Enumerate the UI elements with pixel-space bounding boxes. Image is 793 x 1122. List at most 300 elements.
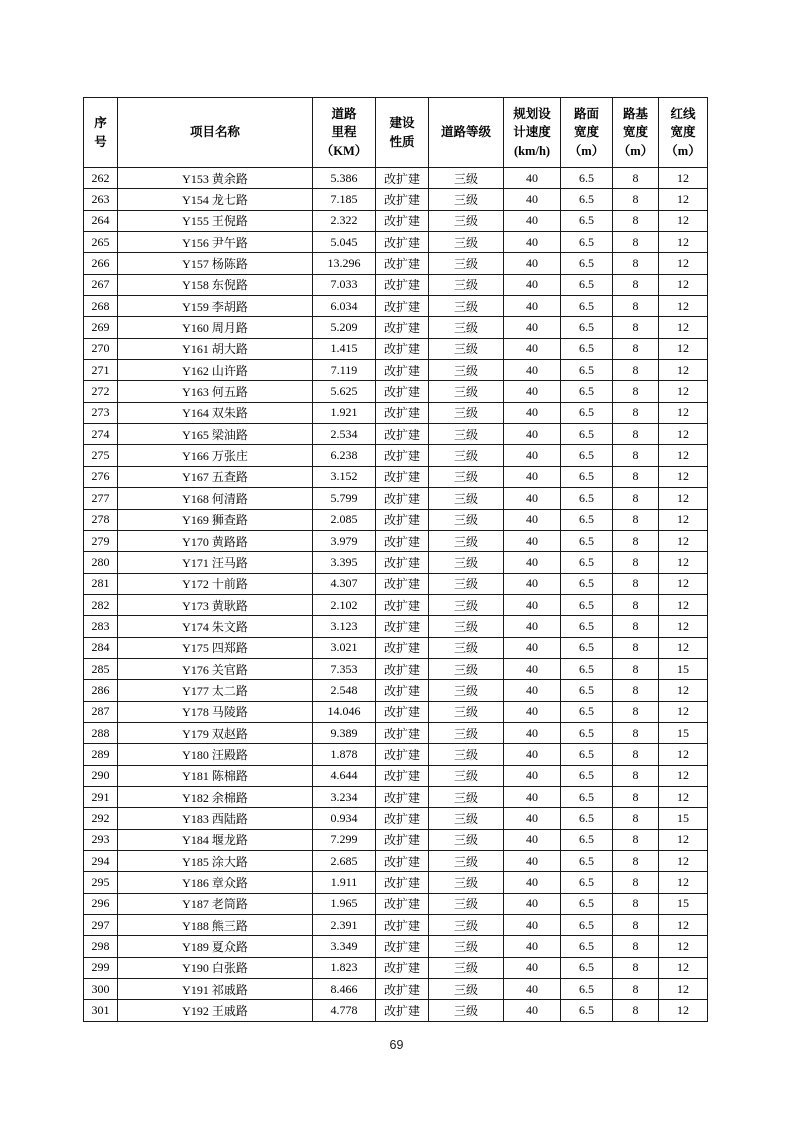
table-cell: 8 [613,360,659,381]
table-cell: 263 [84,189,118,210]
table-cell: 6.5 [561,360,613,381]
table-cell: 8 [613,936,659,957]
table-cell: 改扩建 [376,594,429,615]
table-cell: 40 [504,594,561,615]
table-row [84,402,708,423]
table-cell: 三级 [429,210,504,231]
table-cell: Y179 双赵路 [118,722,313,743]
table-cell: 3.395 [313,552,376,573]
table-cell: 8 [613,765,659,786]
table-cell: 8.466 [313,979,376,1000]
table-cell: 7.299 [313,829,376,850]
table-cell: 6.5 [561,296,613,317]
table-cell: 三级 [429,979,504,1000]
table-cell: 283 [84,616,118,637]
table-row [84,552,708,573]
table-row [84,530,708,551]
table-cell: 三级 [429,616,504,637]
table-cell: 8 [613,915,659,936]
table-cell: 40 [504,210,561,231]
table-cell: 改扩建 [376,232,429,253]
table-cell: 15 [659,808,708,829]
table-cell: 改扩建 [376,808,429,829]
table-cell: 14.046 [313,701,376,722]
table-cell: 改扩建 [376,765,429,786]
table-cell: 8 [613,637,659,658]
table-cell: Y162 山许路 [118,360,313,381]
table-cell: 7.353 [313,658,376,679]
table-row [84,210,708,231]
table-cell: 40 [504,637,561,658]
table-cell: 三级 [429,360,504,381]
table-cell: 三级 [429,424,504,445]
table-row [84,616,708,637]
table-cell: 12 [659,338,708,359]
table-cell: 6.5 [561,466,613,487]
column-header-7: 路基 宽度 （m） [613,98,659,168]
table-cell: 改扩建 [376,786,429,807]
page-number: 69 [389,1038,404,1052]
table-cell: 6.5 [561,936,613,957]
table-cell: 40 [504,786,561,807]
table-cell: 275 [84,445,118,466]
table-cell: 三级 [429,936,504,957]
table-cell: 280 [84,552,118,573]
table-cell: 6.5 [561,317,613,338]
table-row [84,274,708,295]
table-cell: 8 [613,872,659,893]
table-cell: 40 [504,445,561,466]
table-cell: 6.5 [561,274,613,295]
table-cell: 1.911 [313,872,376,893]
table-cell: 12 [659,765,708,786]
table-cell: 12 [659,680,708,701]
table-row [84,851,708,872]
table-cell: 6.5 [561,915,613,936]
table-row [84,317,708,338]
table-row [84,253,708,274]
table-cell: 276 [84,466,118,487]
table-cell: 12 [659,381,708,402]
table-cell: 298 [84,936,118,957]
table-cell: Y176 关官路 [118,658,313,679]
table-cell: 12 [659,168,708,189]
table-cell: 264 [84,210,118,231]
table-row [84,573,708,594]
table-cell: 277 [84,488,118,509]
table-cell: 299 [84,957,118,978]
table-cell: 40 [504,274,561,295]
table-cell: 6.5 [561,808,613,829]
table-cell: 6.5 [561,488,613,509]
table-cell: 8 [613,658,659,679]
table-cell: 3.979 [313,530,376,551]
table-cell: 8 [613,338,659,359]
table-cell: 改扩建 [376,253,429,274]
table-cell: 改扩建 [376,509,429,530]
table-cell: 291 [84,786,118,807]
table-cell: Y153 黄余路 [118,168,313,189]
table-cell: 8 [613,1000,659,1021]
table-row [84,786,708,807]
table-cell: 3.152 [313,466,376,487]
table-cell: 三级 [429,530,504,551]
table-cell: 6.5 [561,168,613,189]
table-cell: Y185 涂大路 [118,851,313,872]
table-cell: Y158 东倪路 [118,274,313,295]
table-cell: 292 [84,808,118,829]
table-cell: 改扩建 [376,381,429,402]
column-header-4: 道路等级 [429,98,504,168]
table-row [84,488,708,509]
table-cell: 12 [659,744,708,765]
table-cell: 4.307 [313,573,376,594]
table-cell: 8 [613,594,659,615]
table-cell: 1.965 [313,893,376,914]
table-cell: 40 [504,360,561,381]
table-cell: Y160 周月路 [118,317,313,338]
table-cell: 2.391 [313,915,376,936]
table-cell: 12 [659,594,708,615]
table-cell: 268 [84,296,118,317]
table-cell: 三级 [429,915,504,936]
table-cell: 改扩建 [376,680,429,701]
column-header-0: 序 号 [84,98,118,168]
table-cell: 改扩建 [376,189,429,210]
table-cell: 三级 [429,466,504,487]
table-cell: 改扩建 [376,424,429,445]
table-cell: 6.5 [561,1000,613,1021]
table-cell: 12 [659,274,708,295]
table-cell: 6.5 [561,765,613,786]
table-cell: 改扩建 [376,893,429,914]
table-cell: Y161 胡大路 [118,338,313,359]
table-cell: 7.185 [313,189,376,210]
table-cell: 6.5 [561,851,613,872]
table-cell: 1.921 [313,402,376,423]
table-cell: 改扩建 [376,168,429,189]
table-row [84,338,708,359]
table-cell: 12 [659,445,708,466]
table-cell: 6.5 [561,829,613,850]
table-cell: Y180 汪殿路 [118,744,313,765]
table-cell: 12 [659,573,708,594]
table-cell: 3.021 [313,637,376,658]
table-cell: 6.238 [313,445,376,466]
table-cell: 40 [504,851,561,872]
table-cell: 三级 [429,253,504,274]
table-cell: 40 [504,317,561,338]
table-cell: 6.5 [561,701,613,722]
table-cell: 40 [504,829,561,850]
table-cell: 12 [659,402,708,423]
table-cell: 改扩建 [376,573,429,594]
table-cell: 295 [84,872,118,893]
table-cell: 267 [84,274,118,295]
table-cell: 1.878 [313,744,376,765]
table-cell: 8 [613,744,659,765]
table-cell: 8 [613,317,659,338]
table-row [84,232,708,253]
table-cell: 6.5 [561,573,613,594]
table-cell: Y181 陈棉路 [118,765,313,786]
table-cell: 12 [659,979,708,1000]
table-cell: 改扩建 [376,360,429,381]
table-row [84,466,708,487]
table-cell: 改扩建 [376,829,429,850]
table-cell: 40 [504,701,561,722]
table-cell: 8 [613,189,659,210]
table-cell: 改扩建 [376,317,429,338]
table-cell: 6.5 [561,189,613,210]
table-cell: Y186 章众路 [118,872,313,893]
table-cell: 8 [613,808,659,829]
table-cell: 40 [504,232,561,253]
column-header-3: 建设 性质 [376,98,429,168]
table-cell: 12 [659,872,708,893]
table-row [84,296,708,317]
table-cell: 8 [613,296,659,317]
table-cell: 三级 [429,851,504,872]
table-cell: 262 [84,168,118,189]
table-cell: 改扩建 [376,274,429,295]
table-cell: 8 [613,402,659,423]
table-cell: 三级 [429,232,504,253]
table-cell: 6.5 [561,530,613,551]
table-cell: 12 [659,253,708,274]
table-cell: 4.778 [313,1000,376,1021]
table-cell: Y168 何清路 [118,488,313,509]
table-cell: 270 [84,338,118,359]
table-cell: 改扩建 [376,701,429,722]
table-cell: 6.5 [561,979,613,1000]
table-cell: 40 [504,872,561,893]
table-cell: 改扩建 [376,722,429,743]
table-cell: 三级 [429,829,504,850]
table-cell: 三级 [429,338,504,359]
table-cell: 改扩建 [376,338,429,359]
table-cell: 40 [504,658,561,679]
table-cell: Y155 王倪路 [118,210,313,231]
table-cell: 5.799 [313,488,376,509]
table-cell: 12 [659,957,708,978]
table-cell: 8 [613,786,659,807]
table-cell: 三级 [429,637,504,658]
table-cell: 281 [84,573,118,594]
table-cell: 271 [84,360,118,381]
table-cell: 12 [659,851,708,872]
table-cell: 12 [659,829,708,850]
table-row [84,915,708,936]
table-cell: 改扩建 [376,552,429,573]
table-cell: 三级 [429,509,504,530]
table-cell: 8 [613,616,659,637]
table-cell: 40 [504,616,561,637]
table-cell: 40 [504,744,561,765]
table-cell: 12 [659,210,708,231]
table-cell: 6.5 [561,893,613,914]
table-cell: Y177 太二路 [118,680,313,701]
table-cell: 273 [84,402,118,423]
column-header-2: 道路 里程 （KM） [313,98,376,168]
table-cell: 40 [504,680,561,701]
table-cell: 12 [659,915,708,936]
column-header-5: 规划设 计速度 (km/h) [504,98,561,168]
table-cell: 改扩建 [376,210,429,231]
table-cell: 三级 [429,744,504,765]
table-cell: 40 [504,808,561,829]
table-cell: 6.5 [561,658,613,679]
table-cell: 40 [504,765,561,786]
table-cell: Y156 尹午路 [118,232,313,253]
table-cell: 8 [613,381,659,402]
table-cell: Y172 十前路 [118,573,313,594]
table-cell: 6.5 [561,616,613,637]
table-cell: 12 [659,466,708,487]
table-cell: 279 [84,530,118,551]
table-cell: 三级 [429,381,504,402]
table-cell: 6.5 [561,402,613,423]
table-cell: 6.5 [561,722,613,743]
table-cell: Y171 汪马路 [118,552,313,573]
table-cell: 8 [613,573,659,594]
table-cell: Y188 熊三路 [118,915,313,936]
table-cell: Y174 朱文路 [118,616,313,637]
table-cell: 三级 [429,722,504,743]
table-cell: 294 [84,851,118,872]
table-cell: 2.085 [313,509,376,530]
table-cell: 40 [504,722,561,743]
table-cell: 4.644 [313,765,376,786]
table-cell: 三级 [429,594,504,615]
table-cell: Y170 黄路路 [118,530,313,551]
table-cell: 8 [613,210,659,231]
table-cell: 12 [659,552,708,573]
table-row [84,680,708,701]
table-row [84,1000,708,1021]
table-cell: 8 [613,232,659,253]
table-cell: 301 [84,1000,118,1021]
table-cell: 改扩建 [376,744,429,765]
table-cell: 改扩建 [376,957,429,978]
table-cell: 2.534 [313,424,376,445]
table-row [84,701,708,722]
table-cell: 8 [613,509,659,530]
table-cell: 三级 [429,786,504,807]
table-cell: 三级 [429,680,504,701]
table-row [84,445,708,466]
table-cell: 6.5 [561,680,613,701]
table-cell: 40 [504,509,561,530]
table-cell: 改扩建 [376,1000,429,1021]
table-cell: 12 [659,424,708,445]
table-cell: 40 [504,979,561,1000]
table-cell: 40 [504,253,561,274]
table-cell: 13.296 [313,253,376,274]
table-cell: 5.209 [313,317,376,338]
table-cell: 改扩建 [376,936,429,957]
table-row [84,765,708,786]
table-cell: Y190 白张路 [118,957,313,978]
table-cell: 40 [504,168,561,189]
table-cell: 40 [504,573,561,594]
table-cell: 5.386 [313,168,376,189]
table-cell: 12 [659,509,708,530]
table-cell: 12 [659,189,708,210]
table-cell: 改扩建 [376,466,429,487]
table-cell: 8 [613,680,659,701]
table-cell: 300 [84,979,118,1000]
table-cell: 改扩建 [376,445,429,466]
table-cell: 40 [504,338,561,359]
table-cell: 改扩建 [376,658,429,679]
table-cell: 12 [659,232,708,253]
table-cell: 三级 [429,445,504,466]
table-cell: 40 [504,957,561,978]
table-cell: Y159 李胡路 [118,296,313,317]
table-row [84,424,708,445]
table-cell: 269 [84,317,118,338]
table-cell: 6.5 [561,637,613,658]
table-cell: 15 [659,722,708,743]
table-cell: 改扩建 [376,488,429,509]
table-cell: 12 [659,1000,708,1021]
table-row [84,509,708,530]
table-body [84,168,708,1022]
table-cell: 40 [504,466,561,487]
table-cell: 8 [613,957,659,978]
table-cell: 改扩建 [376,872,429,893]
table-cell: 三级 [429,1000,504,1021]
table-cell: 三级 [429,296,504,317]
table-cell: 15 [659,658,708,679]
table-cell: 12 [659,296,708,317]
table-cell: 8 [613,445,659,466]
table-cell: 三级 [429,189,504,210]
table-cell: 三级 [429,274,504,295]
table-cell: 改扩建 [376,296,429,317]
table-cell: 12 [659,616,708,637]
table-cell: 2.685 [313,851,376,872]
table-cell: 288 [84,722,118,743]
table-cell: 286 [84,680,118,701]
table-cell: 296 [84,893,118,914]
table-row [84,381,708,402]
table-cell: 5.625 [313,381,376,402]
table-cell: 改扩建 [376,530,429,551]
table-cell: 40 [504,402,561,423]
table-row [84,893,708,914]
table-cell: 40 [504,893,561,914]
table-row [84,594,708,615]
table-cell: 12 [659,637,708,658]
table-cell: 284 [84,637,118,658]
table-cell: 8 [613,168,659,189]
table-cell: 8 [613,253,659,274]
table-cell: 三级 [429,808,504,829]
table-row [84,957,708,978]
table-cell: 12 [659,530,708,551]
table-cell: 改扩建 [376,637,429,658]
table-cell: Y187 老筒路 [118,893,313,914]
table-cell: 7.033 [313,274,376,295]
table-cell: 7.119 [313,360,376,381]
table-cell: 40 [504,189,561,210]
table-cell: 8 [613,424,659,445]
table-cell: 8 [613,722,659,743]
table-cell: 12 [659,701,708,722]
table-cell: Y184 堰龙路 [118,829,313,850]
